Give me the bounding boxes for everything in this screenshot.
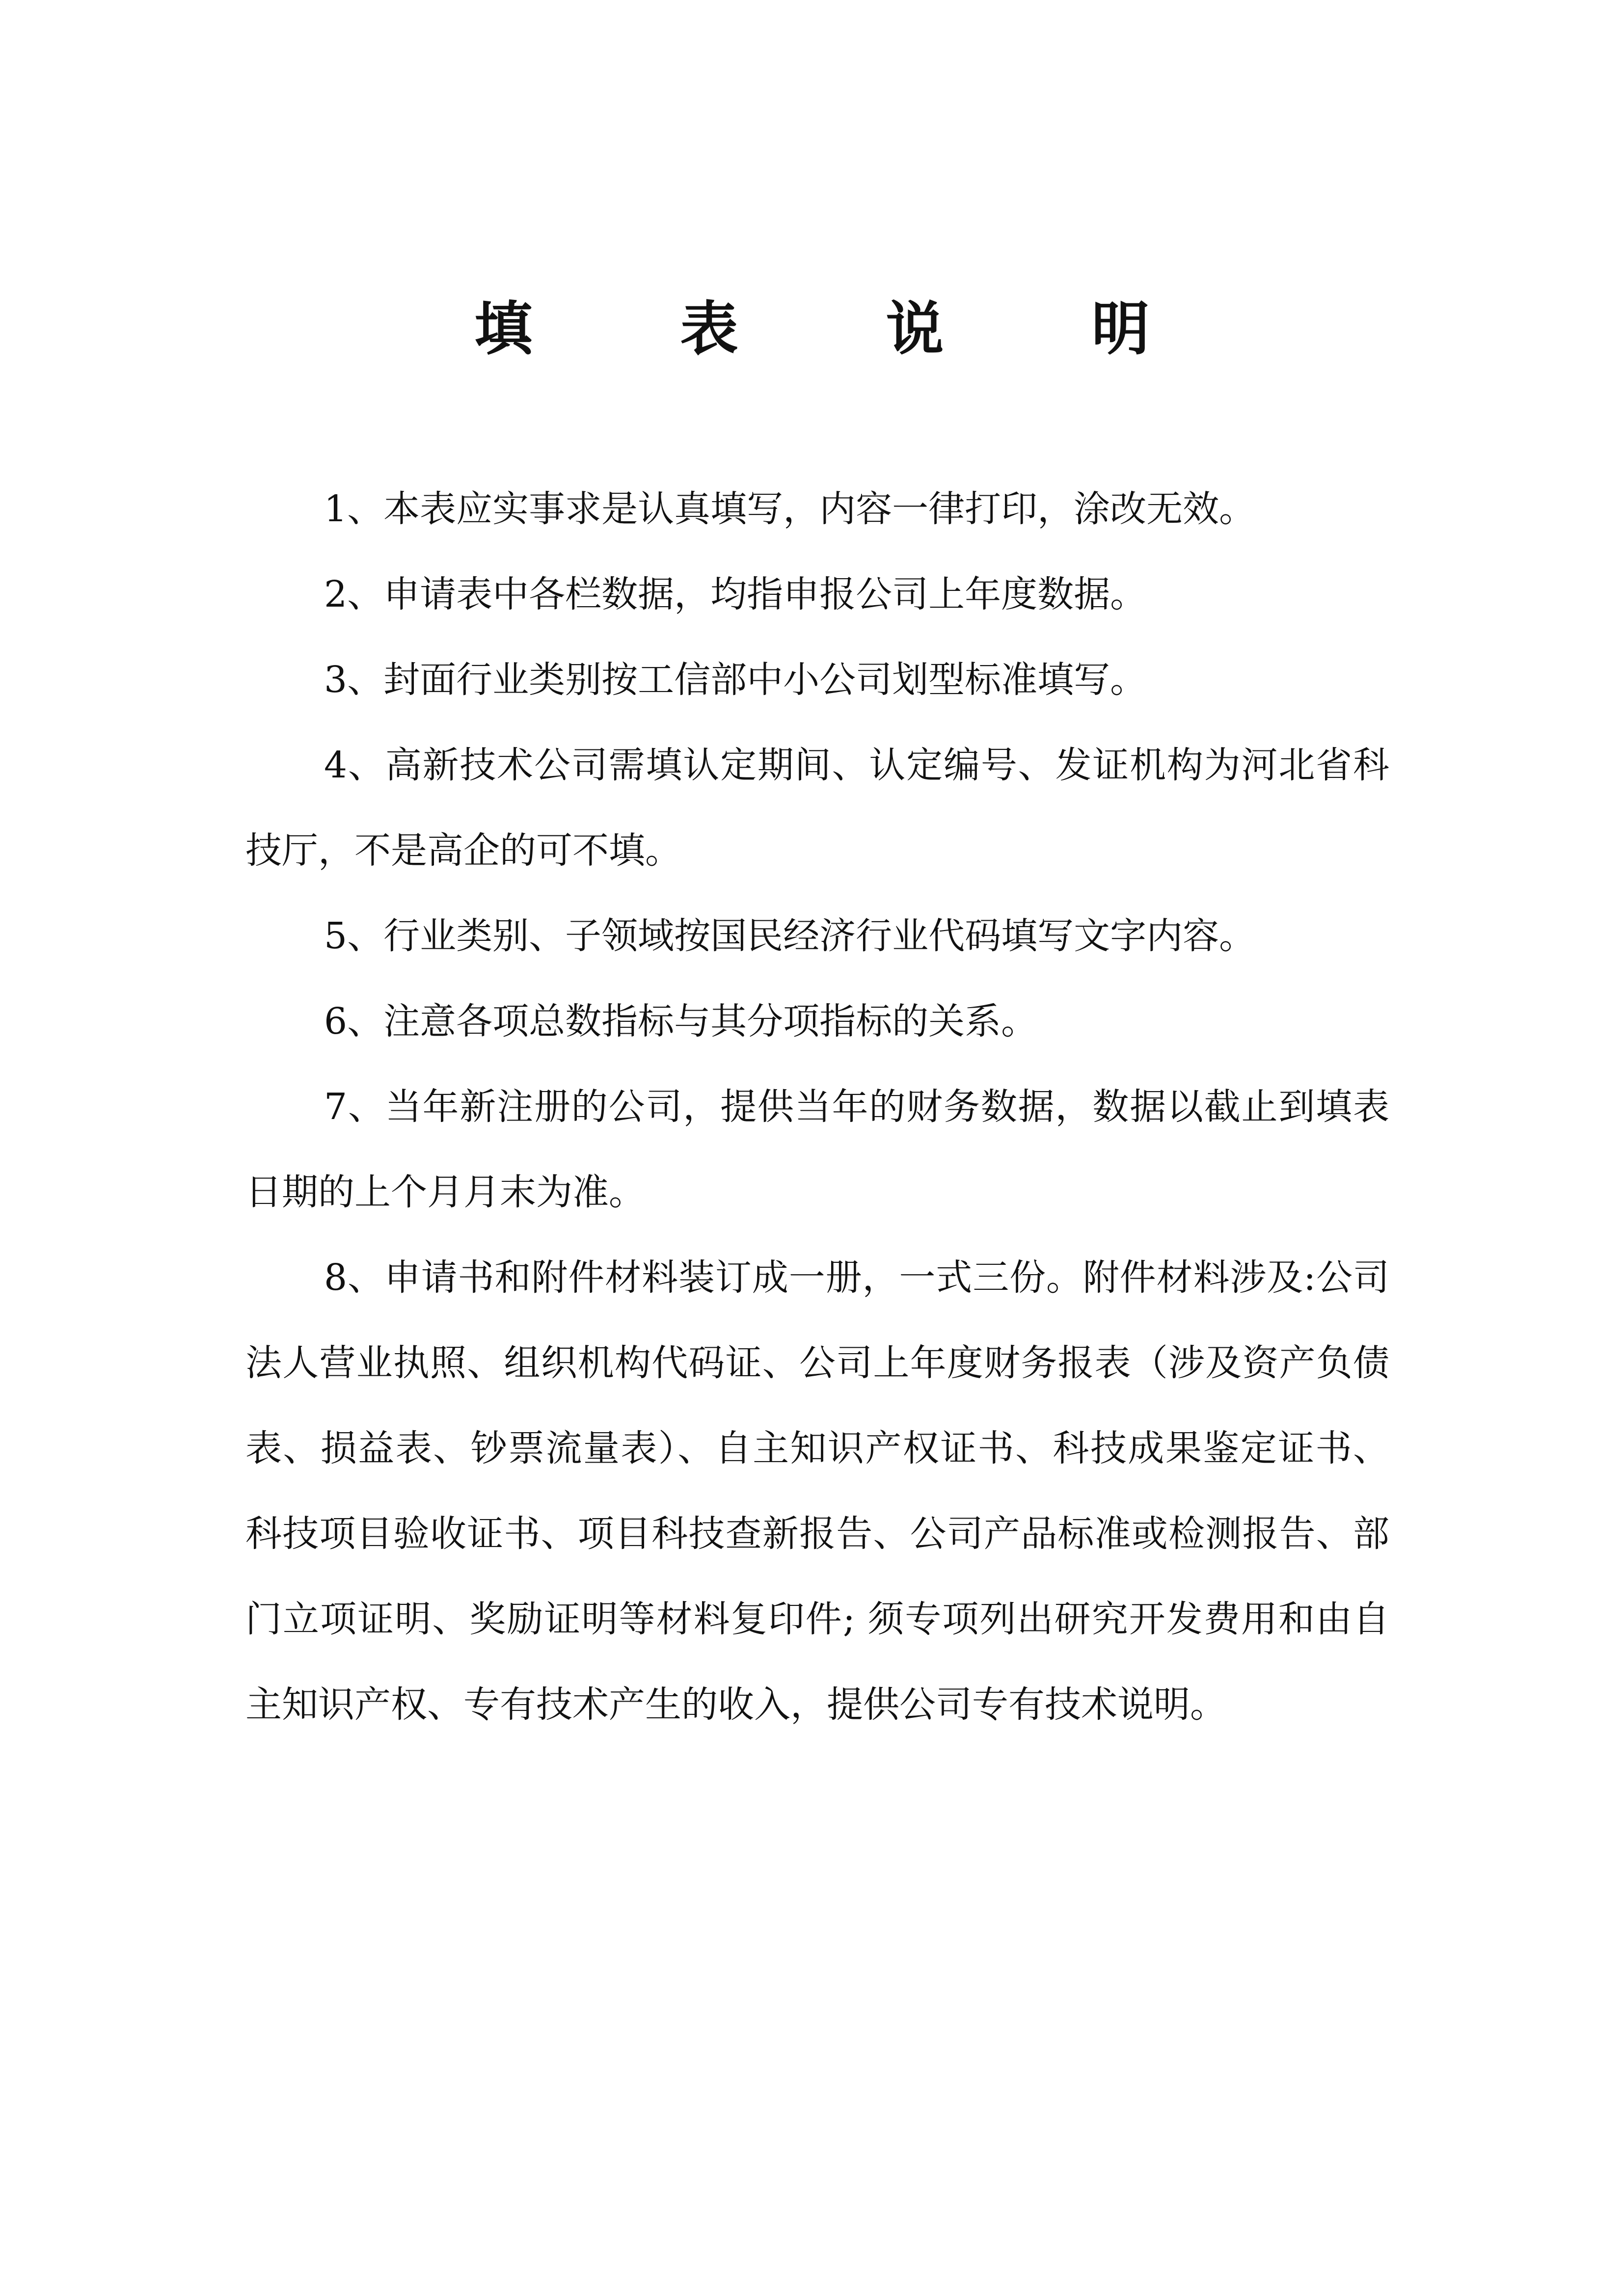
instruction-item-4: 4、高新技术公司需填认定期间、认定编号、发证机构为河北省科技厅，不是高企的可不填。	[245, 744, 1389, 872]
instruction-item-6: 6、注意各项总数指标与其分项指标的关系。	[324, 1000, 1038, 1042]
page-title: 填 表 说 明	[474, 294, 1214, 363]
instruction-item-3: 3、封面行业类别按工信部中小公司划型标准填写。	[324, 659, 1147, 701]
instruction-item-1: 1、本表应实事求是认真填写，内容一律打印，涂改无效。	[324, 488, 1256, 530]
instruction-item-5: 5、行业类别、子领域按国民经济行业代码填写文字内容。	[324, 915, 1256, 957]
instruction-item-2: 2、申请表中各栏数据，均指申报公司上年度数据。	[324, 573, 1147, 615]
instructions-list	[245, 466, 1389, 1747]
instruction-item-8: 8、申请书和附件材料装订成一册，一式三份。附件材料涉及:公司法人营业执照、组织机构代码证、公司上年度财务报表（涉及资产负债表、损益表、钞票流量表）、自主知识产权证书、科技成果鉴定证书、科技项目验收证书、项目科技查新报告、公司产品标准或检测报告、部门立项证明、奖励证明等材料复印件; 须专项列出研究开发费用和由自主知识产权、专有技术产生的收入，提供公司专有技术说明。	[245, 1256, 1389, 1726]
instruction-item-7: 7、当年新注册的公司，提供当年的财务数据，数据以截止到填表日期的上个月月末为准。	[245, 1086, 1389, 1213]
